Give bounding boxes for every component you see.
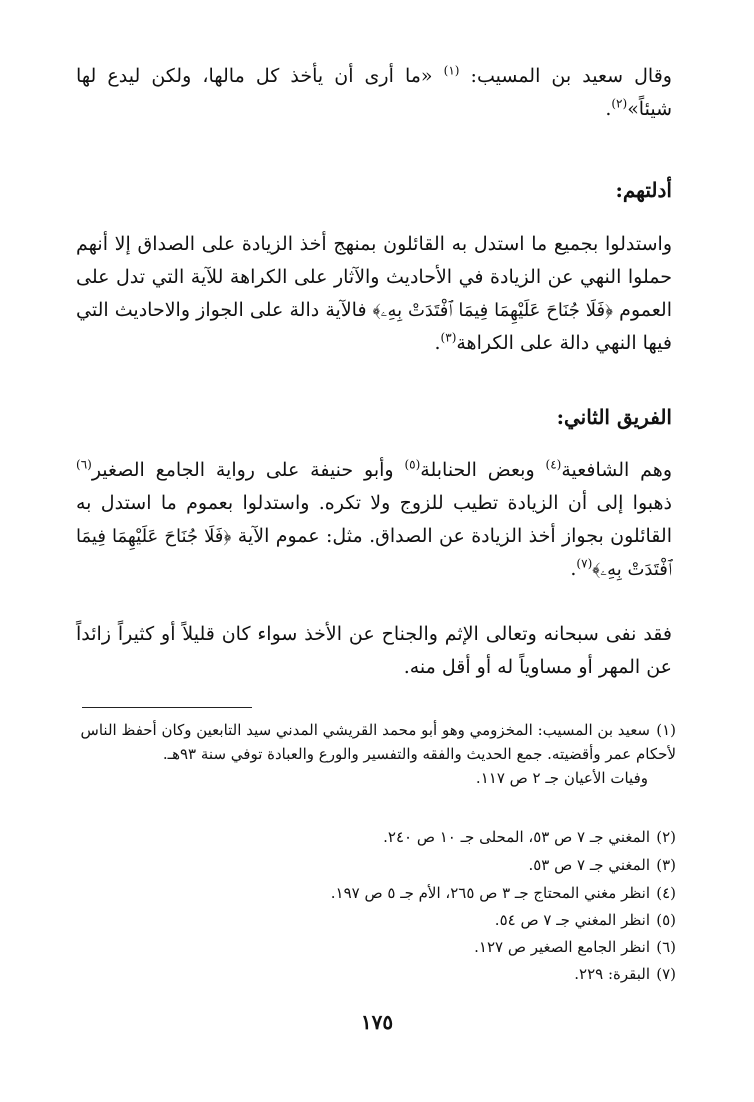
footnote-2: (٢)المغني جـ ٧ ص ٥٣، المحلى جـ ١٠ ص ٢٤٠. [76,825,676,849]
paragraph-said-ibn-musayyib: وقال سعيد بن المسيب: $^{(١)}$ «ما أرى أن يأخذ كل مالها، ولكن ليدع لها شيئاً»$^{(٢)}$. [76,63,672,120]
paragraph-second-group: وهم الشافعية$^{(٤)}$ وبعض الحنابلة$^{(٥)}$ وأبو حنيفة على رواية الجامع الصغير$^{(٦)}$ ذهبوا إلى أن الزيادة تطيب للزوج ولا تكره. واستدلوا بعموم ما استدل به القائلون بجواز أخذ الزيادة عن الصداق. مثل: عموم الآية ﴿فَلَا جُنَاحَ عَلَيْهِمَا فِيمَا ٱفْتَدَتْ بِهِۦ﴾$^{(٧)}$. [76,457,672,580]
footnote-7: (٧)البقرة: ٢٢٩. [76,962,676,986]
footnote-6: (٦)انظر الجامع الصغير ص ١٢٧. [76,935,676,959]
footnote-number: (٤) [656,884,676,902]
footnote-ref-4[interactable]: (٤) [545,457,562,472]
footnote-number: (٣) [656,856,676,874]
footnote-number: (٥) [656,911,676,929]
footnote-ref-3[interactable]: (٣) [440,330,457,345]
quran-verse: ﴿فَلَا جُنَاحَ عَلَيْهِمَا فِيمَا ٱفْتَدَتْ بِهِۦ﴾ [76,526,672,580]
heading-second-group: الفريق الثاني: [556,405,672,429]
footnote-ref-7[interactable]: (٧) [576,556,593,571]
heading-evidence: أدلتهم: [615,178,672,202]
page-number: ١٧٥ [360,1010,394,1034]
footnote-number: (٧) [656,965,676,983]
footnote-number: (٦) [656,938,676,956]
footnote-ref-6[interactable]: (٦) [76,457,92,472]
footnote-3: (٣)المغني جـ ٧ ص ٥٣. [76,853,676,877]
paragraph-evidence: واستدلوا بجميع ما استدل به القائلون بمنهج أخذ الزيادة على الصداق إلا أنهم حملوا النهي عن الزيادة في الأحاديث والآثار على الكراهة للآية التي تدل على العموم ﴿فَلَا جُنَاحَ عَلَيْهِمَا فِيمَا ٱفْتَدَتْ بِهِۦ﴾ فالآية دالة على الجواز والاحاديث التي فيها النهي دالة على الكراهة$^{(٣)}$. [76,233,672,354]
footnote-5: (٥)انظر المغني جـ ٧ ص ٥٤. [76,908,676,932]
footnote-ref-2[interactable]: (٢) [611,96,628,111]
paragraph-conclusion: فقد نفى سبحانه وتعالى الإثم والجناح عن الأخذ سواء كان قليلاً أو كثيراً زائداً عن المهر أو مساوياً له أو أقل منه. [76,623,672,678]
quran-verse: ﴿فَلَا جُنَاحَ عَلَيْهِمَا فِيمَا ٱفْتَدَتْ بِهِۦ﴾ [372,300,614,321]
footnote-4: (٤)انظر مغني المحتاج جـ ٣ ص ٢٦٥، الأم جـ ٥ ص ١٩٧. [76,881,676,905]
footnote-ref-1[interactable]: (١) [443,63,460,78]
footnote-number: (٢) [656,828,676,846]
footnote-ref-5[interactable]: (٥) [404,457,421,472]
footnote-separator [82,707,252,708]
footnote-number: (١) [656,721,676,739]
footnote-1: (١)سعيد بن المسيب: المخزومي وهو أبو محمد القريشي المدني سيد التابعين وكان أحفظ الناس لأحكام عمر وأقضيته. جمع الحديث والفقه والتفسير والورع والعبادة توفي سنة ٩٣هـ. وفيات الأعيان جـ ٢ ص ١١٧. [76,718,676,790]
